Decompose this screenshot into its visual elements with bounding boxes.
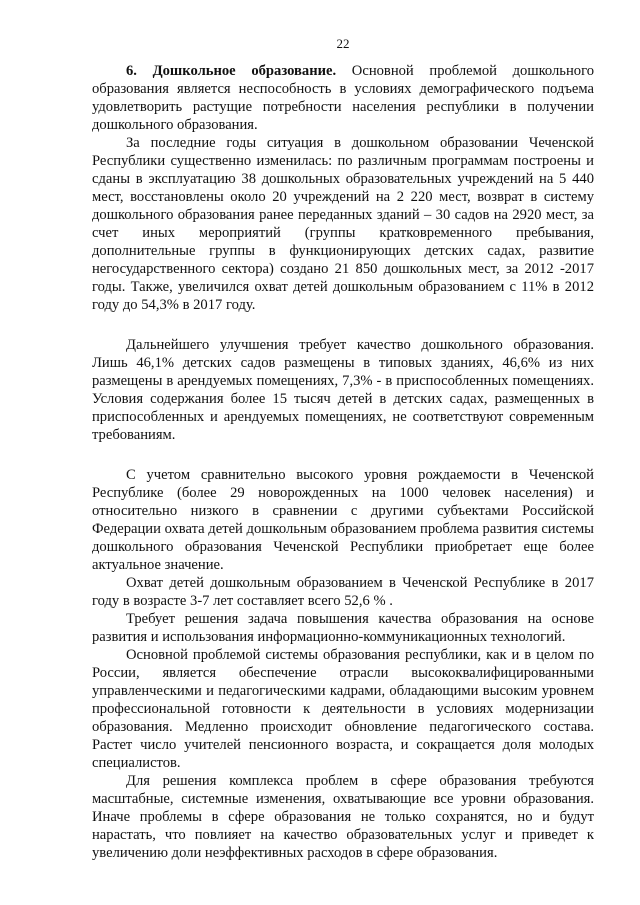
paragraph-staff: Основной проблемой системы образования республики, как и в целом по России, является обеспечение отрасли высококвалифицированными управленческими и педагогическими кадрами, обладающими высоким уровнем профессиональной готовности к деятельности в условиях модернизации образования. Медленно происходит обновление педагогического состава. Растет число учителей пенсионного возраста, и сокращается доля молодых специалистов. xyxy=(92,647,594,771)
paragraph-quality: Дальнейшего улучшения требует качество дошкольного образования. Лишь 46,1% детских садов размещены в типовых зданиях, 46,6% из них размещены в арендуемых помещениях, 7,3% - в приспособленных помещениях. Условия содержания более 15 тысяч детей в детских садах, размещенных в приспособленных и арендуемых помещениях, не соответствуют современным требованиям. xyxy=(92,337,594,443)
paragraph-gap xyxy=(92,444,594,466)
section-intro-paragraph xyxy=(92,62,594,134)
paragraph-birth-rate: С учетом сравнительно высокого уровня рождаемости в Чеченской Республике (более 29 новорожденных на 1000 человек населения) и относительно низкого в сравнении с другими субъектами Российской Федерации охвата детей дошкольным образованием проблема развития системы дошкольного образования Чеченской Республики приобретает еще более актуальное значение. xyxy=(92,467,594,573)
paragraph-ict: Требует решения задача повышения качества образования на основе развития и использования информационно-коммуникационных технологий. xyxy=(92,611,594,645)
section-heading: 6. Дошкольное образование. xyxy=(126,63,337,79)
paragraph-coverage: Охват детей дошкольным образованием в Чеченской Республике в 2017 году в возрасте 3-7 лет составляет всего 52,6 % . xyxy=(92,575,594,609)
paragraph-preschool-changes: За последние годы ситуация в дошкольном образовании Чеченской Республики существенно изменилась: по различным программам построены и сданы в эксплуатацию 38 дошкольных образовательных учреждений на 5 440 мест, восстановлены около 20 учреждений на 2 220 мест, возврат в систему дошкольного образования ранее переданных зданий – 30 садов на 2920 мест, за счет иных мероприятий (группы кратковременного пребывания, дополнительные группы в функционирующих детских садах, развитие негосударственного сектора) создано 21 850 дошкольных мест, за 2012 -2017 годы. Также, увеличился охват детей дошкольным образованием с 11% в 2012 году до 54,3% в 2017 году. xyxy=(92,135,594,313)
paragraph-gap xyxy=(92,314,594,336)
section-intro-text: Основной проблемой дошкольного образования является неспособность в условиях демографического подъема удовлетворить растущие потребности населения республики в получении дошкольного образования. xyxy=(92,63,594,133)
page-number: 22 xyxy=(336,36,350,51)
paragraph-reform: Для решения комплекса проблем в сфере образования требуются масштабные, системные изменения, охватывающие все уровни образования. Иначе проблемы в сфере образования не только сохранятся, но и будут нарастать, что повлияет на качество образовательных услуг и приведет к увеличению доли неэффективных расходов в сфере образования. xyxy=(92,773,594,861)
